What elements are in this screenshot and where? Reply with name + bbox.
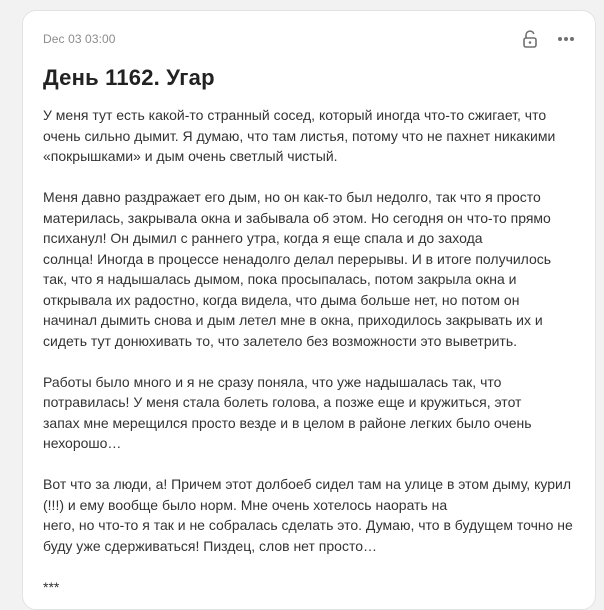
post-card [22,10,596,610]
post-body [43,105,577,610]
post-paragraph [43,372,577,454]
post-paragraph [43,105,577,167]
paragraph-line: него, но что-то я так и не собралась сделать это. Думаю, что в будущем точно не [43,517,573,533]
paragraph-line: материлась, закрывала окна и забывала об этом. Но сегодня он что-то прямо [43,209,551,226]
paragraph-line: сидеть тут донюхивать то, что залетело без возможности это выветрить. [43,332,518,349]
more-dots-icon[interactable] [555,28,577,50]
paragraph-line: буду уже сдерживаться! Пиздец, слов нет просто… [43,537,377,554]
paragraph-line: начинал дымить снова и дым летел мне в окна, приходилось закрывать их и [43,312,543,328]
post-paragraph [43,577,577,598]
paragraph-line: «покрышками» и дым очень светлый чистый. [43,148,338,164]
post-header [43,29,577,49]
paragraph-line: потравилась! У меня стала болеть голова, а позже еще и кружиться, этот [43,394,522,410]
paragraph-line: *** [43,578,60,595]
paragraph-line: солнца! Иногда в процессе ненадолго делал перерывы. И в итоге получилось [43,250,552,267]
unlock-icon[interactable] [519,28,541,50]
post-title: День 1162. Угар [43,65,215,90]
paragraph-line: нехорошо… [43,435,122,451]
paragraph-line: открывала их радостно, когда видела, что дыма больше нет, но потом он [43,291,520,308]
paragraph-line: психанул! Он дымил с раннего утра, когда я еще спала и до захода [43,230,483,246]
post-date: Dec 03 03:00 [43,32,116,46]
paragraph-line: запах мне мерещился просто везде и в целом в районе легких было очень [43,414,532,431]
paragraph-line: очень сильно дымит. Я думаю, что там листья, потому что не пахнет никакими [43,127,556,144]
paragraph-line: Работы было много и я не сразу поняла, что уже надышалась так, что [43,373,502,390]
post-paragraph [43,187,577,351]
paragraph-line: Вот что за люди, а! Причем этот долбоеб сидел там на улице в этом дыму, курил [43,476,571,492]
paragraph-line: Меня давно раздражает его дым, но он как-то был недолго, так что я просто [43,189,541,205]
post-paragraph [43,474,577,556]
paragraph-line: (!!!) и ему вообще было норм. Мне очень хотелось наорать на [43,496,448,513]
post-actions [519,28,577,50]
paragraph-line: У меня тут есть какой-то странный сосед, который иногда что-то сжигает, что [43,107,547,123]
paragraph-line: так, что я надышалась дымом, пока просыпалась, потом закрыла окна и [43,271,517,287]
